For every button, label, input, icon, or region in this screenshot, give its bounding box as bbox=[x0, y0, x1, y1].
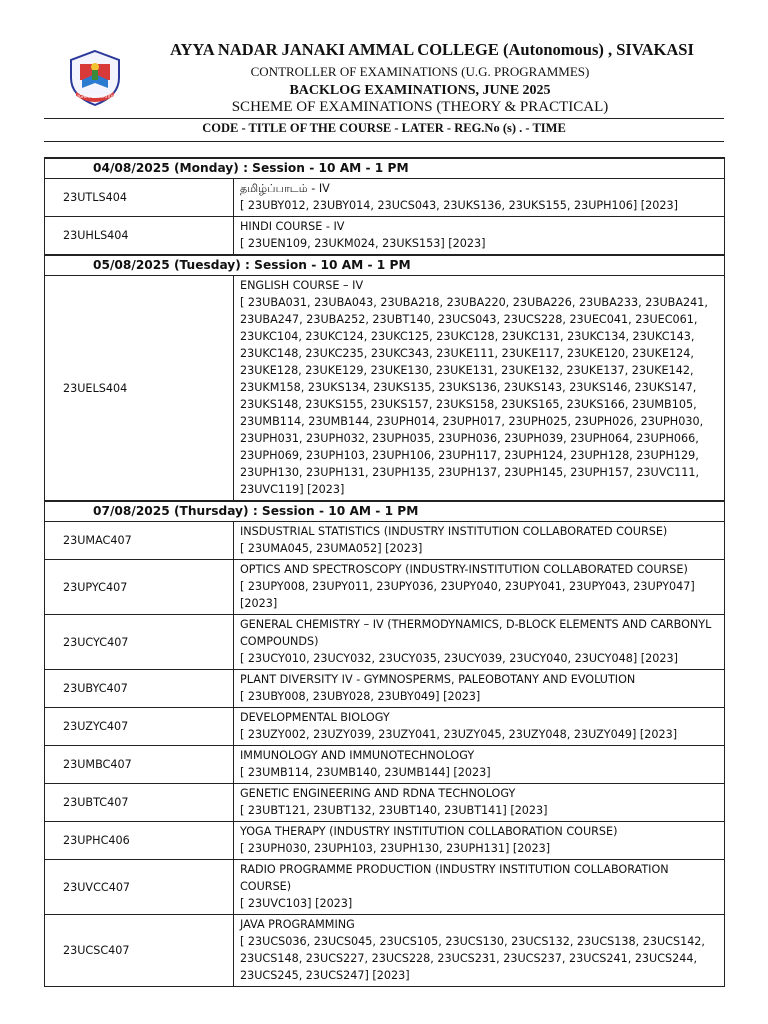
course-details bbox=[234, 522, 725, 560]
course-details bbox=[234, 276, 725, 502]
course-code: 23UTLS404 bbox=[45, 179, 234, 217]
register-numbers: [ 23UBY008, 23UBY028, 23UBY049] [2023] bbox=[240, 690, 481, 703]
session-heading: 04/08/2025 (Monday) : Session - 10 AM - 1 PM bbox=[45, 158, 725, 179]
course-row bbox=[45, 708, 725, 746]
course-row bbox=[45, 560, 725, 615]
course-title: JAVA PROGRAMMING bbox=[240, 918, 355, 931]
course-title: DEVELOPMENTAL BIOLOGY bbox=[240, 711, 390, 724]
course-details bbox=[234, 179, 725, 217]
course-code: 23UPYC407 bbox=[45, 560, 234, 615]
course-title: INSDUSTRIAL STATISTICS (INDUSTRY INSTITUTION COLLABORATED COURSE) bbox=[240, 525, 668, 538]
course-title: GENERAL CHEMISTRY – IV (THERMODYNAMICS, D-BLOCK ELEMENTS AND CARBONYL COMPOUNDS) bbox=[240, 618, 712, 648]
course-code: 23UBYC407 bbox=[45, 670, 234, 708]
course-details bbox=[234, 560, 725, 615]
session-heading: 07/08/2025 (Thursday) : Session - 10 AM - 1 PM bbox=[45, 501, 725, 522]
course-row bbox=[45, 179, 725, 217]
register-numbers: [ 23UBT121, 23UBT132, 23UBT140, 23UBT141] [2023] bbox=[240, 804, 548, 817]
course-code: 23UMAC407 bbox=[45, 522, 234, 560]
exam-title: BACKLOG EXAMINATIONS, JUNE 2025 bbox=[289, 83, 551, 98]
college-name: AYYA NADAR JANAKI AMMAL COLLEGE (Autonomous) , SIVAKASI bbox=[170, 40, 694, 59]
course-row bbox=[45, 822, 725, 860]
course-code: 23UBTC407 bbox=[45, 784, 234, 822]
course-details bbox=[234, 615, 725, 670]
course-details bbox=[234, 915, 725, 987]
course-code: 23UMBC407 bbox=[45, 746, 234, 784]
register-numbers: [ 23UMA045, 23UMA052] [2023] bbox=[240, 542, 423, 555]
column-legend: CODE - TITLE OF THE COURSE - LATER - REG.No (s) . - TIME bbox=[202, 121, 566, 135]
register-numbers: [ 23UPH030, 23UPH103, 23UPH130, 23UPH131] [2023] bbox=[240, 842, 551, 855]
register-numbers: [ 23UVC103] [2023] bbox=[240, 897, 353, 910]
course-row bbox=[45, 522, 725, 560]
course-row bbox=[45, 217, 725, 256]
scheme-title: SCHEME OF EXAMINATIONS (THEORY & PRACTICAL) bbox=[231, 99, 609, 115]
course-details bbox=[234, 822, 725, 860]
course-details bbox=[234, 217, 725, 256]
course-title: ENGLISH COURSE – IV bbox=[240, 279, 364, 292]
svg-text:HIGHER EDUCATION: HIGHER EDUCATION bbox=[74, 94, 116, 99]
course-code: 23UPHC406 bbox=[45, 822, 234, 860]
course-details bbox=[234, 670, 725, 708]
course-details bbox=[234, 708, 725, 746]
course-title: தமிழ்ப்பாடம் - IV bbox=[240, 182, 330, 195]
session-header-row bbox=[45, 255, 725, 276]
course-row bbox=[45, 615, 725, 670]
register-numbers: [ 23UPY008, 23UPY011, 23UPY036, 23UPY040, 23UPY041, 23UPY043, 23UPY047] [2023] bbox=[240, 580, 695, 610]
document-header bbox=[0, 0, 768, 150]
course-row bbox=[45, 670, 725, 708]
course-title: YOGA THERAPY (INDUSTRY INSTITUTION COLLABORATION COURSE) bbox=[240, 825, 618, 838]
course-code: 23UELS404 bbox=[45, 276, 234, 502]
course-code: 23UCSC407 bbox=[45, 915, 234, 987]
course-title: HINDI COURSE - IV bbox=[240, 220, 345, 233]
course-title: RADIO PROGRAMME PRODUCTION (INDUSTRY INSTITUTION COLLABORATION COURSE) bbox=[240, 863, 669, 893]
course-details bbox=[234, 746, 725, 784]
header-rule-top bbox=[44, 118, 724, 119]
exam-schedule-table bbox=[44, 157, 725, 987]
course-row bbox=[45, 276, 725, 502]
course-details bbox=[234, 784, 725, 822]
course-row bbox=[45, 915, 725, 987]
course-row bbox=[45, 860, 725, 915]
register-numbers: [ 23UCY010, 23UCY032, 23UCY035, 23UCY039, 23UCY040, 23UCY048] [2023] bbox=[240, 652, 678, 665]
register-numbers: [ 23UEN109, 23UKM024, 23UKS153] [2023] bbox=[240, 237, 486, 250]
controller-line: CONTROLLER OF EXAMINATIONS (U.G. PROGRAMMES) bbox=[250, 64, 590, 79]
course-row bbox=[45, 784, 725, 822]
register-numbers: [ 23UCS036, 23UCS045, 23UCS105, 23UCS130, 23UCS132, 23UCS138, 23UCS142, 23UCS148, 23UCS227, 23UCS228, 23UCS231, 23UCS237, 23UCS241, 23UCS244, 23UCS245, 23UCS247] [2023] bbox=[240, 935, 705, 982]
register-numbers: [ 23UBY012, 23UBY014, 23UCS043, 23UKS136, 23UKS155, 23UPH106] [2023] bbox=[240, 199, 679, 212]
course-title: IMMUNOLOGY AND IMMUNOTECHNOLOGY bbox=[240, 749, 475, 762]
course-details bbox=[234, 860, 725, 915]
session-header-row bbox=[45, 501, 725, 522]
course-code: 23UCYC407 bbox=[45, 615, 234, 670]
course-code: 23UHLS404 bbox=[45, 217, 234, 256]
course-title: PLANT DIVERSITY IV - GYMNOSPERMS, PALEOBOTANY AND EVOLUTION bbox=[240, 673, 636, 686]
course-title: OPTICS AND SPECTROSCOPY (INDUSTRY-INSTITUTION COLLABORATED COURSE) bbox=[240, 563, 688, 576]
header-rule-bottom bbox=[44, 141, 724, 142]
course-code: 23UVCC407 bbox=[45, 860, 234, 915]
course-row bbox=[45, 746, 725, 784]
register-numbers: [ 23UBA031, 23UBA043, 23UBA218, 23UBA220, 23UBA226, 23UBA233, 23UBA241, 23UBA247, 23UBA252, 23UBT140, 23UCS043, 23UCS228, 23UEC041, 23UEC061, 23UKC104, 23UKC124, 23UKC125, 23UKC128, 23UKC131, 23UKC134, 23UKC143, 23UKC148, 23UKC235, 23UKC343, 23UKE111, 23UKE117, 23UKE120, 23UKE124, 23UKE128, 23UKE129, 23UKE130, 23UKE131, 23UKE132, 23UKE137, 23UKE142, 23UKM158, 23UKS134, 23UKS135, 23UKS136, 23UKS143, 23UKS146, 23UKS147, 23UKS148, 23UKS155, 23UKS157, 23UKS158, 23UKS165, 23UKS166, 23UMB105, 23UMB114, 23UMB144, 23UPH014, 23UPH017, 23UPH025, 23UPH026, 23UPH030, 23UPH031, 23UPH032, 23UPH035, 23UPH036, 23UPH039, 23UPH064, 23UPH066, 23UPH069, 23UPH103, 23UPH106, 23UPH117, 23UPH124, 23UPH128, 23UPH129, 23UPH130, 23UPH131, 23UPH135, 23UPH137, 23UPH145, 23UPH157, 23UVC111, 23UVC119] [2023] bbox=[240, 296, 708, 496]
session-header-row bbox=[45, 158, 725, 179]
register-numbers: [ 23UZY002, 23UZY039, 23UZY041, 23UZY045, 23UZY048, 23UZY049] [2023] bbox=[240, 728, 678, 741]
course-title: GENETIC ENGINEERING AND RDNA TECHNOLOGY bbox=[240, 787, 516, 800]
course-code: 23UZYC407 bbox=[45, 708, 234, 746]
register-numbers: [ 23UMB114, 23UMB140, 23UMB144] [2023] bbox=[240, 766, 491, 779]
session-heading: 05/08/2025 (Tuesday) : Session - 10 AM - 1 PM bbox=[45, 255, 725, 276]
